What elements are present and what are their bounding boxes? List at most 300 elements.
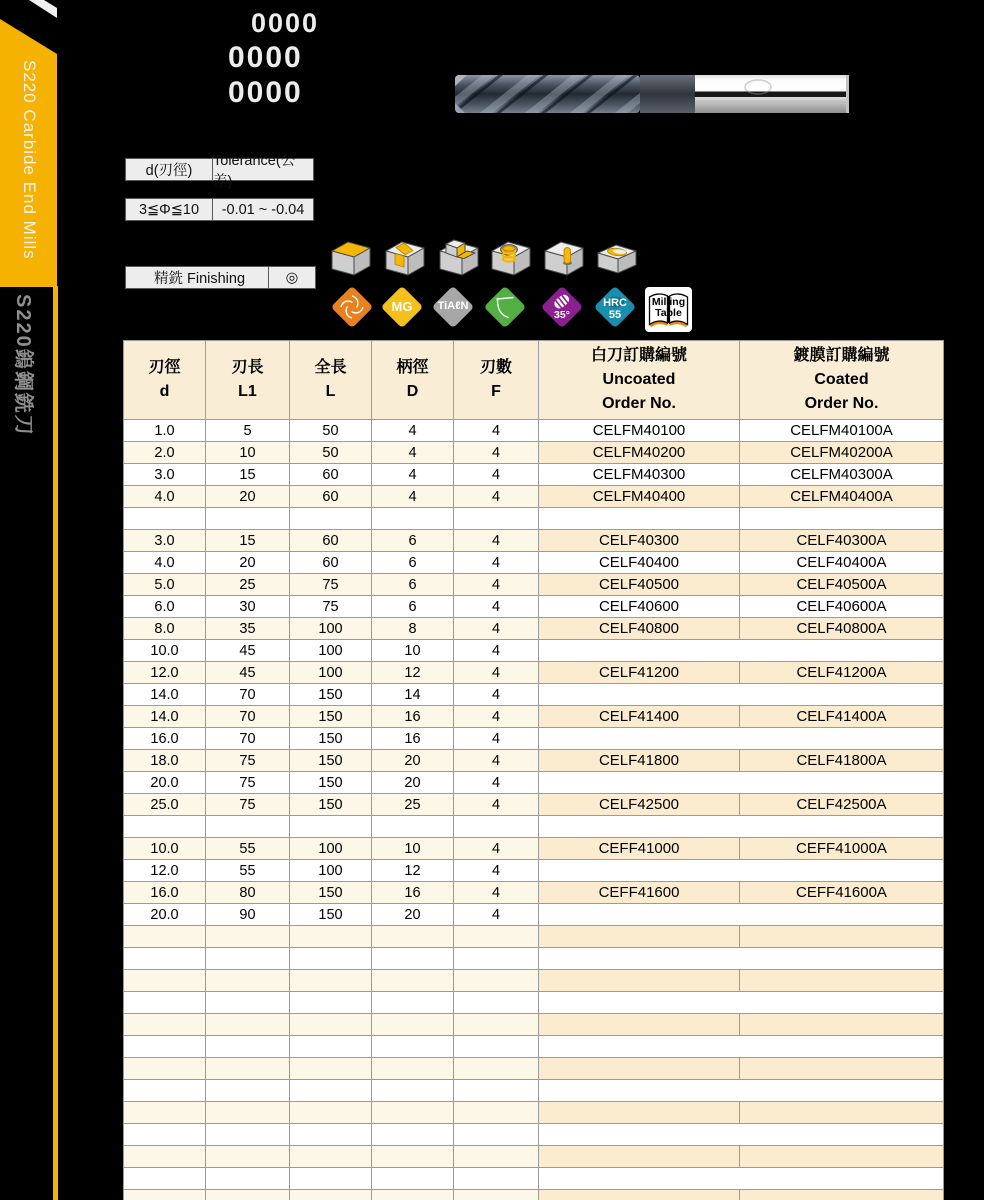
plunge-milling-icon xyxy=(543,237,585,277)
spec-cell: 4 xyxy=(454,684,539,706)
coated-order-no-cell: CELFM40300A xyxy=(740,464,944,486)
spec-cell: 20 xyxy=(206,486,290,508)
coated-order-no-cell: CELF40500A xyxy=(740,574,944,596)
table-row xyxy=(124,904,944,926)
spec-cell xyxy=(206,992,290,1014)
spec-cell xyxy=(454,1146,539,1168)
sidebar-title-zh: S220鎢鋼銑刀 xyxy=(12,294,34,437)
spec-cell: 10.0 xyxy=(124,838,206,860)
coated-order-no-cell: CELFM40400A xyxy=(740,486,944,508)
spec-cell xyxy=(372,1014,454,1036)
coated-order-no-cell: CELF41800A xyxy=(740,750,944,772)
spec-cell: 20 xyxy=(372,904,454,926)
spec-cell: 4 xyxy=(372,442,454,464)
table-row xyxy=(124,706,944,728)
spec-table xyxy=(123,340,944,1200)
column-header-0: 刃徑 d xyxy=(124,341,206,420)
spec-cell: 25 xyxy=(372,794,454,816)
spec-cell xyxy=(372,816,454,838)
corner-profile-badge xyxy=(482,284,528,330)
spec-cell: 55 xyxy=(206,838,290,860)
spec-cell: 5 xyxy=(206,420,290,442)
header-row xyxy=(124,341,944,420)
order-no-empty-cell xyxy=(539,728,944,750)
spec-cell: 12.0 xyxy=(124,860,206,882)
spec-cell: 75 xyxy=(290,574,372,596)
spec-cell: 75 xyxy=(290,596,372,618)
spec-cell xyxy=(454,1080,539,1102)
spec-cell: 20 xyxy=(206,552,290,574)
column-header-2: 全長 L xyxy=(290,341,372,420)
spec-cell xyxy=(290,926,372,948)
table-row xyxy=(124,508,944,530)
spec-cell xyxy=(206,1058,290,1080)
coated-order-no-cell: CELF41400A xyxy=(740,706,944,728)
spec-cell: 60 xyxy=(290,552,372,574)
column-header-3: 柄徑 D xyxy=(372,341,454,420)
spec-cell: 6 xyxy=(372,574,454,596)
spec-cell xyxy=(372,1102,454,1124)
spec-cell xyxy=(454,948,539,970)
spec-cell xyxy=(206,1014,290,1036)
spec-cell xyxy=(454,1014,539,1036)
milling-table-badge xyxy=(645,287,692,332)
helical-milling-icon xyxy=(490,237,532,277)
spec-cell: 16.0 xyxy=(124,728,206,750)
hardness-label: HRC xyxy=(603,297,627,309)
table-row xyxy=(124,794,944,816)
tolerance-range: 3≦Φ≦10 xyxy=(126,199,213,220)
coated-order-no-cell: CELF40800A xyxy=(740,618,944,640)
milling-table-label-1: Milling xyxy=(651,296,686,308)
spec-cell xyxy=(454,508,539,530)
uncoated-order-no-cell xyxy=(539,1146,740,1168)
order-no-empty-cell xyxy=(539,772,944,794)
table-row xyxy=(124,860,944,882)
face-milling-icon xyxy=(330,237,372,277)
spec-cell xyxy=(206,1146,290,1168)
table-row xyxy=(124,1168,944,1190)
table-row xyxy=(124,1146,944,1168)
spec-cell: 6.0 xyxy=(124,596,206,618)
uncoated-order-no-cell: CELFM40400 xyxy=(539,486,740,508)
table-row xyxy=(124,1036,944,1058)
mg-grade-label: MG xyxy=(391,299,413,314)
uncoated-order-no-cell: CELF40300 xyxy=(539,530,740,552)
finishing-rating: ◎ xyxy=(285,269,299,286)
table-row xyxy=(124,750,944,772)
table-row xyxy=(124,574,944,596)
uncoated-order-no-cell xyxy=(539,1058,740,1080)
spec-cell: 100 xyxy=(290,860,372,882)
spec-cell xyxy=(290,1058,372,1080)
spec-cell: 16.0 xyxy=(124,882,206,904)
spec-cell xyxy=(372,1124,454,1146)
spec-cell: 4 xyxy=(454,618,539,640)
spec-cell: 35 xyxy=(206,618,290,640)
spec-cell: 16 xyxy=(372,882,454,904)
code-zeros-3: 0000 xyxy=(228,76,303,109)
uncoated-order-no-cell: CELF41400 xyxy=(539,706,740,728)
spec-cell: 2.0 xyxy=(124,442,206,464)
spec-cell: 4 xyxy=(454,662,539,684)
spec-cell: 1.0 xyxy=(124,420,206,442)
spec-cell: 100 xyxy=(290,838,372,860)
spec-cell xyxy=(454,970,539,992)
spec-cell xyxy=(454,1190,539,1200)
mg-grade-badge xyxy=(379,284,425,330)
spec-cell: 150 xyxy=(290,772,372,794)
spec-cell xyxy=(290,1014,372,1036)
order-no-empty-cell xyxy=(539,948,944,970)
spec-cell: 50 xyxy=(290,420,372,442)
coated-order-no-cell: CEFF41600A xyxy=(740,882,944,904)
spec-cell xyxy=(290,1168,372,1190)
spec-cell: 4 xyxy=(454,882,539,904)
spec-cell: 4 xyxy=(372,486,454,508)
uncoated-order-no-cell: CELF41800 xyxy=(539,750,740,772)
spec-cell xyxy=(206,1190,290,1200)
hardness-value: 55 xyxy=(608,309,622,321)
coated-order-no-cell: CELF41200A xyxy=(740,662,944,684)
spec-cell xyxy=(124,1014,206,1036)
spec-cell xyxy=(372,1036,454,1058)
spec-cell xyxy=(290,1080,372,1102)
order-no-empty-cell xyxy=(539,684,944,706)
table-row xyxy=(124,1058,944,1080)
spec-cell: 75 xyxy=(206,794,290,816)
uncoated-order-no-cell: CELF40500 xyxy=(539,574,740,596)
spec-cell xyxy=(206,816,290,838)
spec-cell xyxy=(454,816,539,838)
uncoated-order-no-cell: CELF42500 xyxy=(539,794,740,816)
tolerance-header-d: d(刃徑) xyxy=(126,159,213,180)
spec-cell: 8.0 xyxy=(124,618,206,640)
spec-cell xyxy=(290,1124,372,1146)
spec-cell xyxy=(124,508,206,530)
spec-cell xyxy=(124,1168,206,1190)
spec-cell: 100 xyxy=(290,662,372,684)
spec-cell: 4 xyxy=(454,530,539,552)
spec-cell: 75 xyxy=(206,772,290,794)
table-row xyxy=(124,882,944,904)
spec-cell: 150 xyxy=(290,706,372,728)
spec-cell: 45 xyxy=(206,640,290,662)
spec-cell xyxy=(454,1168,539,1190)
spec-cell: 4 xyxy=(454,442,539,464)
coated-order-no-cell xyxy=(740,926,944,948)
spec-cell xyxy=(290,1102,372,1124)
spec-cell: 4 xyxy=(454,552,539,574)
spec-cell: 14.0 xyxy=(124,706,206,728)
spec-cell: 6 xyxy=(372,552,454,574)
spec-cell xyxy=(454,992,539,1014)
order-no-empty-cell xyxy=(539,1080,944,1102)
spec-cell: 18.0 xyxy=(124,750,206,772)
table-row xyxy=(124,662,944,684)
spec-cell: 20 xyxy=(372,772,454,794)
spec-table-container xyxy=(123,340,945,1200)
table-row xyxy=(124,1014,944,1036)
table-row xyxy=(124,1102,944,1124)
spec-cell: 4 xyxy=(454,640,539,662)
spec-cell: 4 xyxy=(454,860,539,882)
table-row xyxy=(124,992,944,1014)
sidebar-accent-line xyxy=(53,286,58,1200)
spec-cell xyxy=(290,1190,372,1200)
uncoated-order-no-cell xyxy=(539,926,740,948)
coated-order-no-cell: CELF42500A xyxy=(740,794,944,816)
spec-cell xyxy=(372,948,454,970)
spec-cell: 4 xyxy=(454,794,539,816)
column-header-1: 刃長 L1 xyxy=(206,341,290,420)
column-header-4: 刃數 F xyxy=(454,341,539,420)
spec-cell: 50 xyxy=(290,442,372,464)
shoulder-milling-icon xyxy=(438,237,480,277)
uncoated-order-no-cell xyxy=(539,1014,740,1036)
table-row xyxy=(124,618,944,640)
spec-cell xyxy=(206,1124,290,1146)
code-zeros-1: 0000 xyxy=(251,8,320,38)
order-no-empty-cell xyxy=(539,1168,944,1190)
spec-cell: 15 xyxy=(206,464,290,486)
spec-cell xyxy=(372,1146,454,1168)
table-row xyxy=(124,552,944,574)
spec-cell xyxy=(124,970,206,992)
spec-cell: 4 xyxy=(454,728,539,750)
spec-cell xyxy=(290,1146,372,1168)
spec-cell xyxy=(290,970,372,992)
milling-table-label-2: Table xyxy=(655,307,682,319)
table-row xyxy=(124,926,944,948)
spec-cell xyxy=(124,992,206,1014)
spec-cell xyxy=(372,1190,454,1200)
spec-cell: 3.0 xyxy=(124,464,206,486)
table-row xyxy=(124,420,944,442)
coating-badge xyxy=(430,284,476,330)
order-no-empty-cell xyxy=(539,904,944,926)
spec-cell: 45 xyxy=(206,662,290,684)
coated-order-no-cell: CELF40400A xyxy=(740,552,944,574)
spec-cell: 20 xyxy=(372,750,454,772)
spec-cell: 8 xyxy=(372,618,454,640)
spec-cell xyxy=(290,508,372,530)
spec-cell: 4.0 xyxy=(124,486,206,508)
coated-order-no-cell: CELFM40100A xyxy=(740,420,944,442)
spec-cell: 4 xyxy=(454,750,539,772)
spec-cell: 60 xyxy=(290,464,372,486)
spec-cell: 90 xyxy=(206,904,290,926)
spec-cell: 16 xyxy=(372,706,454,728)
spec-cell xyxy=(124,1146,206,1168)
spec-cell: 16 xyxy=(372,728,454,750)
spec-cell xyxy=(124,926,206,948)
spec-cell: 100 xyxy=(290,618,372,640)
table-row xyxy=(124,838,944,860)
spec-cell: 10 xyxy=(372,640,454,662)
helix-angle-label: 35° xyxy=(554,309,570,321)
spec-cell: 12.0 xyxy=(124,662,206,684)
column-header-6: 鍍膜訂購編號 Coated Order No. xyxy=(740,341,944,420)
spec-cell xyxy=(124,1036,206,1058)
spec-cell: 10 xyxy=(372,838,454,860)
spec-cell: 10 xyxy=(206,442,290,464)
spec-cell: 150 xyxy=(290,728,372,750)
uncoated-order-no-cell: CEFF41600 xyxy=(539,882,740,904)
spec-cell: 4 xyxy=(454,772,539,794)
table-row xyxy=(124,728,944,750)
spec-cell: 150 xyxy=(290,904,372,926)
spec-cell: 6 xyxy=(372,530,454,552)
uncoated-order-no-cell xyxy=(539,1190,740,1200)
slot-milling-icon xyxy=(384,237,426,277)
table-row xyxy=(124,1190,944,1200)
spec-cell xyxy=(124,1102,206,1124)
column-header-5: 白刀訂購編號 Uncoated Order No. xyxy=(539,341,740,420)
ramp-milling-icon xyxy=(596,237,638,277)
spec-cell xyxy=(124,816,206,838)
spec-cell xyxy=(206,948,290,970)
spec-cell: 30 xyxy=(206,596,290,618)
uncoated-order-no-cell xyxy=(539,508,740,530)
spec-cell xyxy=(206,926,290,948)
spec-cell xyxy=(124,1058,206,1080)
table-row xyxy=(124,684,944,706)
spec-cell: 3.0 xyxy=(124,530,206,552)
coated-order-no-cell: CEFF41000A xyxy=(740,838,944,860)
spec-cell: 10.0 xyxy=(124,640,206,662)
spec-cell xyxy=(124,1080,206,1102)
spec-cell: 15 xyxy=(206,530,290,552)
spec-cell xyxy=(454,1124,539,1146)
spec-cell: 25 xyxy=(206,574,290,596)
order-no-empty-cell xyxy=(539,860,944,882)
spec-cell: 4 xyxy=(454,486,539,508)
uncoated-order-no-cell: CELFM40100 xyxy=(539,420,740,442)
uncoated-order-no-cell: CELF41200 xyxy=(539,662,740,684)
spec-cell: 75 xyxy=(206,750,290,772)
end-mill-photo xyxy=(455,70,851,120)
spec-cell xyxy=(206,1036,290,1058)
spec-cell xyxy=(290,948,372,970)
spec-cell xyxy=(372,1168,454,1190)
spec-cell xyxy=(454,1102,539,1124)
spec-cell xyxy=(372,1058,454,1080)
uncoated-order-no-cell: CELFM40200 xyxy=(539,442,740,464)
spec-cell: 12 xyxy=(372,662,454,684)
table-row xyxy=(124,442,944,464)
spec-cell xyxy=(124,948,206,970)
spec-cell: 14.0 xyxy=(124,684,206,706)
tolerance-value: -0.01 ~ -0.04 xyxy=(221,201,305,218)
table-row xyxy=(124,772,944,794)
code-zeros-2: 0000 xyxy=(228,41,303,74)
coating-label: TiAℓN xyxy=(437,300,469,312)
table-row xyxy=(124,464,944,486)
spec-cell xyxy=(372,1080,454,1102)
table-row xyxy=(124,970,944,992)
table-row xyxy=(124,1080,944,1102)
table-row xyxy=(124,640,944,662)
spec-cell: 150 xyxy=(290,882,372,904)
coated-order-no-cell xyxy=(740,1102,944,1124)
spec-cell xyxy=(372,508,454,530)
spec-cell: 60 xyxy=(290,486,372,508)
order-no-empty-cell xyxy=(539,1124,944,1146)
spec-cell: 70 xyxy=(206,728,290,750)
table-row xyxy=(124,530,944,552)
coated-order-no-cell xyxy=(740,1058,944,1080)
spec-cell xyxy=(372,926,454,948)
spec-cell: 4 xyxy=(372,464,454,486)
spec-cell xyxy=(290,1036,372,1058)
coated-order-no-cell xyxy=(740,508,944,530)
spec-cell: 55 xyxy=(206,860,290,882)
spec-cell: 150 xyxy=(290,750,372,772)
coated-order-no-cell xyxy=(740,1146,944,1168)
four-flute-badge xyxy=(329,284,375,330)
spec-cell xyxy=(124,1190,206,1200)
spec-cell xyxy=(454,1058,539,1080)
spec-cell: 4 xyxy=(454,420,539,442)
order-no-empty-cell xyxy=(539,816,944,838)
uncoated-order-no-cell: CEFF41000 xyxy=(539,838,740,860)
spec-cell xyxy=(454,1036,539,1058)
spec-cell xyxy=(124,1124,206,1146)
sidebar-title-en: S220 Carbide End Mills xyxy=(20,60,39,260)
spec-cell: 4.0 xyxy=(124,552,206,574)
spec-cell: 4 xyxy=(454,464,539,486)
spec-cell: 70 xyxy=(206,684,290,706)
spec-cell: 4 xyxy=(454,904,539,926)
spec-cell: 25.0 xyxy=(124,794,206,816)
spec-cell: 150 xyxy=(290,794,372,816)
spec-cell: 14 xyxy=(372,684,454,706)
table-row xyxy=(124,816,944,838)
spec-cell xyxy=(290,992,372,1014)
table-row xyxy=(124,1124,944,1146)
table-row xyxy=(124,948,944,970)
spec-cell xyxy=(290,816,372,838)
coated-order-no-cell: CELF40300A xyxy=(740,530,944,552)
order-no-empty-cell xyxy=(539,1036,944,1058)
coated-order-no-cell: CELF40600A xyxy=(740,596,944,618)
coated-order-no-cell xyxy=(740,1190,944,1200)
spec-cell: 5.0 xyxy=(124,574,206,596)
spec-cell: 6 xyxy=(372,596,454,618)
order-no-empty-cell xyxy=(539,640,944,662)
coated-order-no-cell xyxy=(740,970,944,992)
coated-order-no-cell: CELFM40200A xyxy=(740,442,944,464)
spec-cell xyxy=(206,1168,290,1190)
table-row xyxy=(124,486,944,508)
spec-cell xyxy=(206,970,290,992)
spec-cell xyxy=(206,1080,290,1102)
spec-cell: 100 xyxy=(290,640,372,662)
spec-cell: 4 xyxy=(454,838,539,860)
spec-cell: 60 xyxy=(290,530,372,552)
spec-cell: 70 xyxy=(206,706,290,728)
spec-cell xyxy=(372,992,454,1014)
spec-cell: 4 xyxy=(372,420,454,442)
spec-cell: 20.0 xyxy=(124,904,206,926)
tolerance-header-row xyxy=(125,152,314,190)
uncoated-order-no-cell: CELF40800 xyxy=(539,618,740,640)
spec-cell xyxy=(454,926,539,948)
spec-cell: 4 xyxy=(454,574,539,596)
table-row xyxy=(124,596,944,618)
finishing-label: 精銑 Finishing xyxy=(126,267,269,288)
